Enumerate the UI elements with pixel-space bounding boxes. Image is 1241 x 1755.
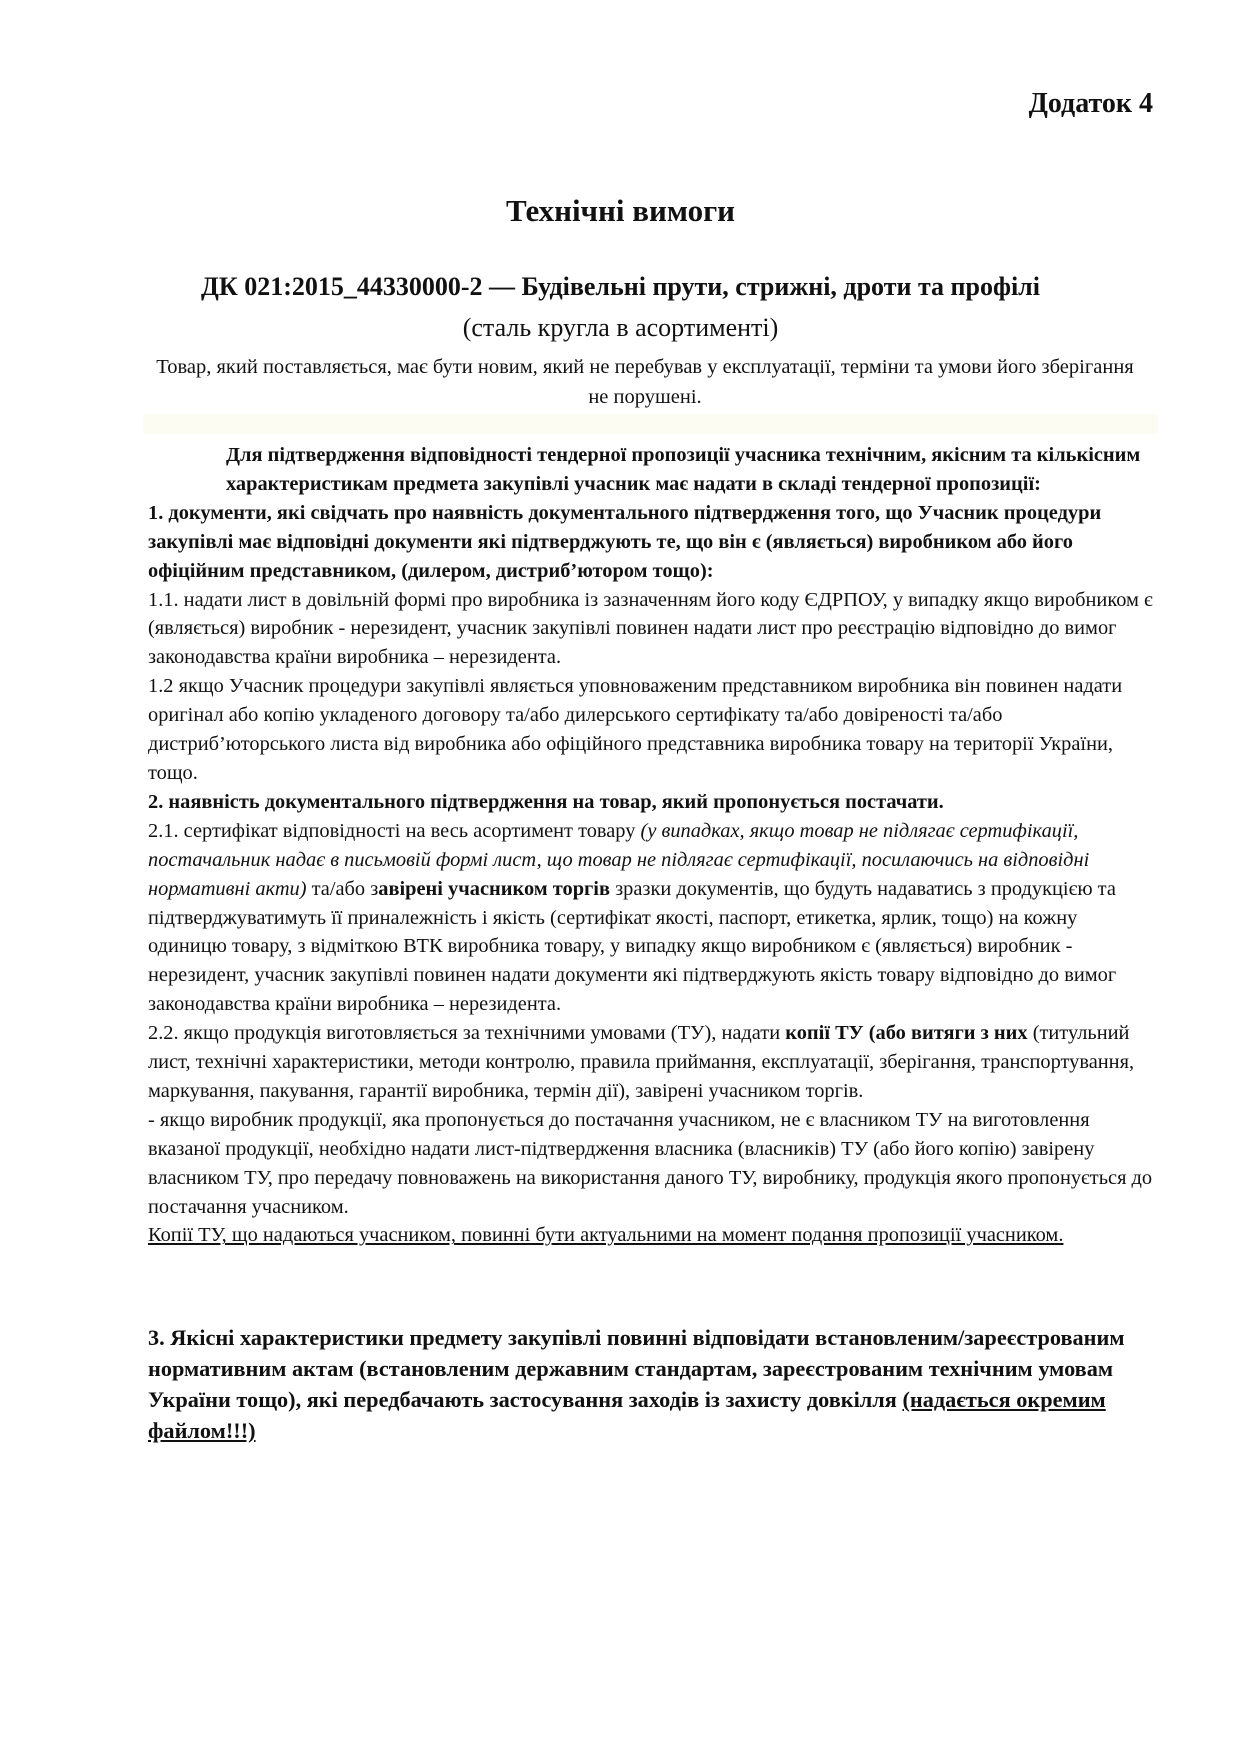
- intro-text: Товар, який поставляється, має бути новим, який не перебував у експлуатації, терміни та умови його зберігання не порушені.: [156, 356, 1134, 408]
- requirements-body: [148, 441, 1158, 1446]
- section-3: 3. Якісні характеристики предмету закупівлі повинні відповідати встановленим/зареєстрованим нормативним актам (встановленим державним стандартам, зареєстрованим технічним умовам України тощо), які передбачають застосування заходів із захисту довкілля (надається окремим файлом!!!): [148, 1325, 1125, 1444]
- annex-label: Додаток 4: [1028, 88, 1153, 119]
- lead-paragraph: Для підтвердження відповідності тендерної пропозиції учасника технічним, якісним та кількісним характеристикам предмета закупівлі учасник має надати в складі тендерної пропозиції:: [226, 444, 1141, 495]
- dk-code-heading: ДК 021:2015_44330000-2 — Будівельні прути, стрижні, дроти та профілі: [200, 272, 1040, 301]
- section-2-2: 2.2. якщо продукція виготовляється за технічними умовами (ТУ), надати копії ТУ (або витяги з них (титульний лист, технічні характеристики, методи контролю, правила приймання, експлуатації, зберігання, транспортування, маркування, пакування, гарантії виробника, термін дії), завірені учасником торгів.: [148, 1022, 1135, 1102]
- subtitle: (сталь кругла в асортименті): [462, 313, 779, 342]
- underlined-note: Копії ТУ, що надаються учасником, повинні бути актуальними на момент подання пропозиції учасником.: [148, 1224, 1064, 1247]
- section-2-heading: 2. наявність документального підтвердження на товар, який пропонується постачати.: [148, 790, 944, 813]
- section-2-1: 2.1. сертифікат відповідності на весь асортимент товару (у випадках, якщо товар не підлягає сертифікації, постачальник надає в письмовій формі лист, що товар не підлягає сертифікації, посилаючись на відповідні нормативні акти) та/або завірені учасником торгів зразки документів, що будуть надаватись з продукцією та підтверджуватимуть її приналежність і якість (сертифікат якості, паспорт, етикетка, ярлик, тощо) на кожну одиницю товару, з відміткою ВТК виробника товару, у випадку якщо виробником є (являється) виробник - нерезидент, учасник закупівлі повинен надати документи які підтверджують якість товару відповідно до вимог законодавства країни виробника – нерезидента.: [148, 819, 1117, 1016]
- spacer: [148, 1250, 1158, 1322]
- dash-note: - якщо виробник продукції, яка пропонується до постачання учасником, не є власником ТУ на виготовлення вказаної продукції, необхідно надати лист-підтвердження власника (власників) ТУ (або його копію) завірену власником ТУ, про передачу повноважень на використання даного ТУ, виробнику, продукція якого пропонується до постачання учасником.: [148, 1108, 1153, 1218]
- section-1-1: 1.1. надати лист в довільній формі про виробника із зазначенням його коду ЄДРПОУ, у випадку якщо виробником є (являється) виробник - нерезидент, учасник закупівлі повинен надати лист про реєстрацію відповідно до вимог законодавства країни виробника – нерезидента.: [148, 588, 1153, 669]
- section-1-2: 1.2 якщо Учасник процедури закупівлі являється уповноваженим представником виробника він повинен надати оригінал або копію укладеного договору та/або дилерського сертифікату та/або довіреності та/або дистриб’юторського листа від виробника або офіційного представника виробника товару на території України, тощо.: [148, 675, 1123, 784]
- highlight-band: [143, 414, 1158, 434]
- document-title: Технічні вимоги: [505, 193, 736, 228]
- section-1-heading: 1. документи, які свідчать про наявність документального підтвердження того, що Учасник процедури закупівлі має відповідні документи які підтверджують те, що він є (являється) виробником або його офіційним представником, (дилером, дистриб’ютором тощо):: [148, 501, 1102, 582]
